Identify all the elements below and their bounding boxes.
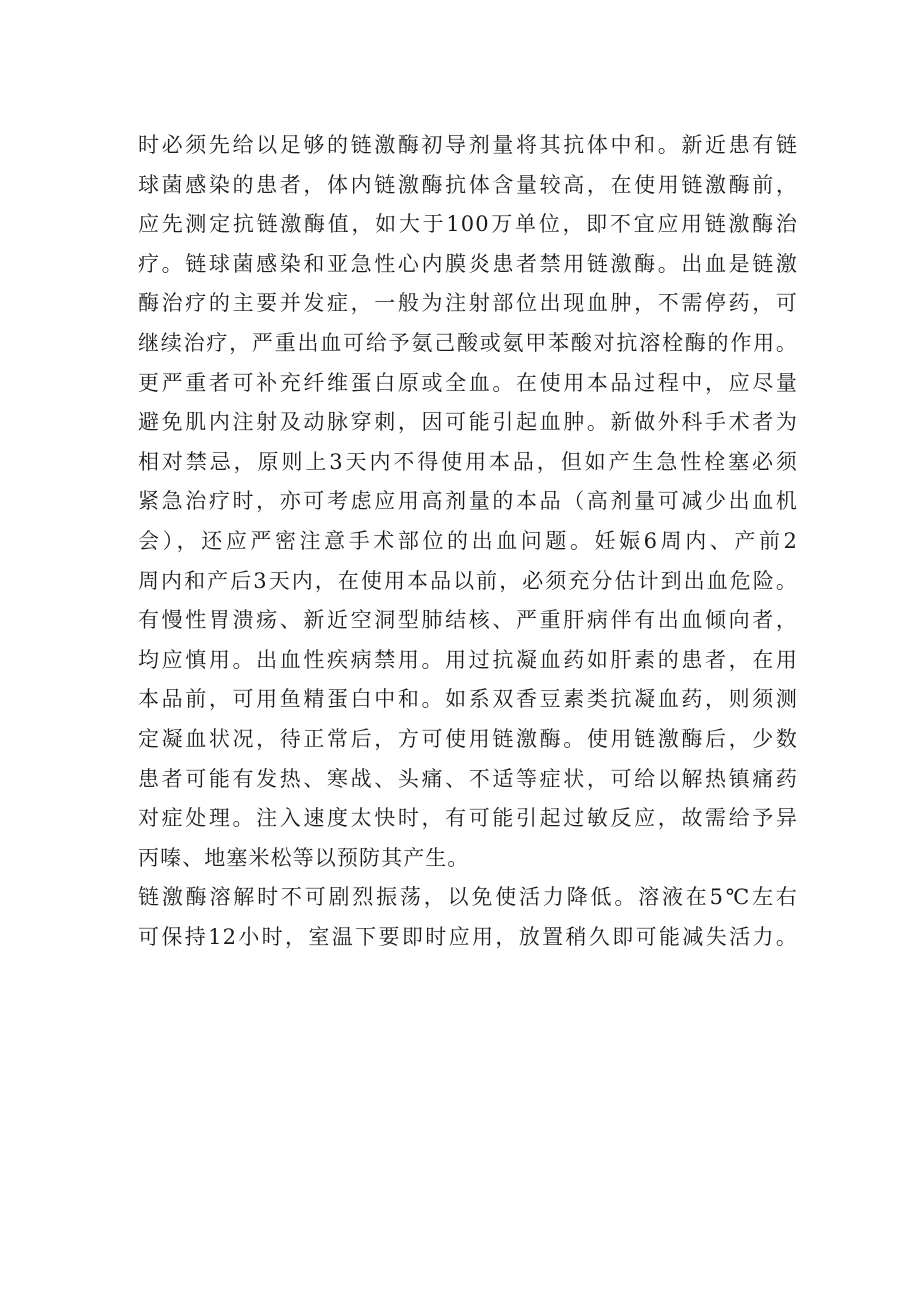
text-line: 会），还应严密注意手术部位的出血问题。妊娠6周内、产前2 — [138, 528, 798, 553]
text-line: 酶治疗的主要并发症，一般为注射部位出现血肿，不需停药，可 — [138, 291, 798, 316]
text-line: 时必须先给以足够的链激酶初导剂量将其抗体中和。新近患有链 — [138, 133, 798, 157]
text-line: 球菌感染的患者，体内链激酶抗体含量较高，在使用链激酶前， — [138, 172, 798, 197]
text-line: 更严重者可补充纤维蛋白原或全血。在使用本品过程中，应尽量 — [138, 370, 798, 395]
text-line: 患者可能有发热、寒战、头痛、不适等症状，可给以解热镇痛药 — [138, 766, 798, 791]
paragraph-storage — [138, 878, 798, 957]
text-line: 紧急治疗时，亦可考虑应用高剂量的本品（高剂量可减少出血机 — [138, 489, 798, 514]
text-line: 定凝血状况，待正常后，方可使用链激酶。使用链激酶后，少数 — [138, 726, 798, 751]
text-line: 避免肌内注射及动脉穿刺，因可能引起血肿。新做外科手术者为 — [138, 410, 798, 435]
text-line: 疗。链球菌感染和亚急性心内膜炎患者禁用链激酶。出血是链激 — [138, 251, 798, 276]
text-line: 相对禁忌，原则上3天内不得使用本品，但如产生急性栓塞必须 — [138, 449, 798, 474]
text-line: 可保持12小时，室温下要即时应用，放置稍久即可能减失活力。 — [138, 924, 798, 949]
text-line: 链激酶溶解时不可剧烈振荡，以免使活力降低。溶液在5℃左右 — [138, 885, 798, 910]
text-line: 有慢性胃溃疡、新近空洞型肺结核、严重肝病伴有出血倾向者， — [138, 608, 798, 633]
text-line: 丙嗪、地塞米松等以预防其产生。 — [138, 845, 470, 870]
text-line: 应先测定抗链激酶值，如大于100万单位，即不宜应用链激酶治 — [138, 212, 798, 237]
text-line: 均应慎用。出血性疾病禁用。用过抗凝血药如肝素的患者，在用 — [138, 647, 798, 672]
document-body — [138, 126, 798, 957]
text-line: 继续治疗，严重出血可给予氨己酸或氨甲苯酸对抗溶栓酶的作用。 — [138, 330, 798, 355]
text-line: 本品前，可用鱼精蛋白中和。如系双香豆素类抗凝血药，则须测 — [138, 687, 798, 712]
text-line: 周内和产后3天内，在使用本品以前，必须充分估计到出血危险。 — [138, 568, 798, 593]
paragraph-contraindications — [138, 126, 798, 878]
text-line: 对症处理。注入速度太快时，有可能引起过敏反应，故需给予异 — [138, 806, 798, 831]
